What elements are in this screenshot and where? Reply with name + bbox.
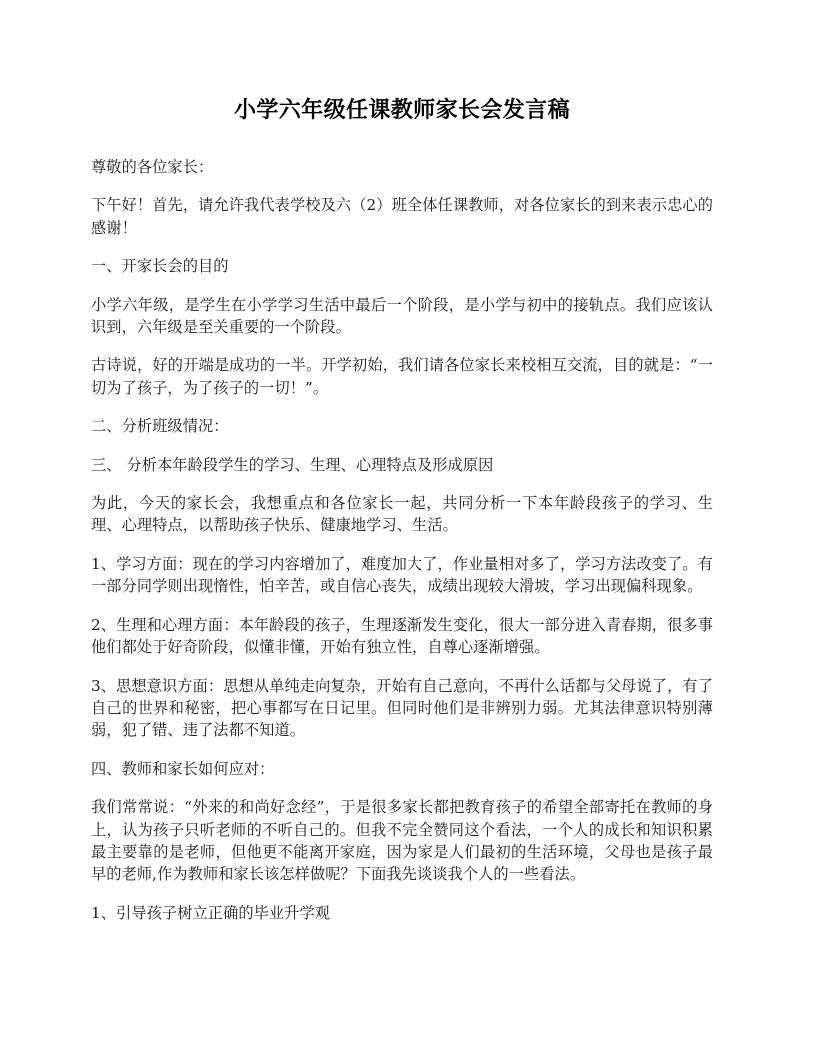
paragraph-point-2-physiology: 2、生理和心理方面：本年龄段的孩子，生理逐渐发生变化，很大一部分进入青春期，很多事他们都处于好奇阶段，似懂非懂，开始有独立性，自尊心逐渐增强。: [91, 615, 713, 657]
paragraph-salutation: 尊敬的各位家长：: [91, 158, 214, 176]
paragraph-greeting: 下午好！首先，请允许我代表学校及六（2）班全体任课教师，对各位家长的到来表示忠心的感谢！: [91, 196, 713, 237]
paragraph-point-1-study: 1、学习方面：现在的学习内容增加了，难度加大了，作业量相对多了，学习方法改变了。有一部分同学则出现惰性，怕辛苦，或自信心丧失，成绩出现较大滑坡，学习出现偏科现象。: [91, 554, 713, 596]
heading-section-four: 四、教师和家长如何应对：: [91, 759, 275, 778]
paragraph-point-3-ideology: 3、思想意识方面：思想从单纯走向复杂，开始有自己意向，不再什么话都与父母说了，有了自己的世界和秘密，把心事都写在日记里。但同时他们是非辨别力弱。尤其法律意识特别薄弱，犯了错、违了法都不知道。: [91, 676, 713, 740]
paragraph-section-one-body-2: 古诗说，好的开端是成功的一半。开学初始，我们请各位家长来校相互交流，目的就是：“一切为了孩子，为了孩子的一切！”。: [91, 356, 713, 397]
paragraph-subpoint-1: 1、引导孩子树立正确的毕业升学观: [91, 903, 331, 922]
heading-section-one: 一、开家长会的目的: [91, 257, 229, 276]
page-title: 小学六年级任课教师家长会发言稿: [233, 98, 570, 123]
paragraph-section-three-intro: 为此，今天的家长会，我想重点和各位家长一起，共同分析一下本年龄段孩子的学习、生理、心理特点，以帮助孩子快乐、健康地学习、生活。: [91, 494, 713, 535]
heading-section-three: 三、 分析本年龄段学生的学习、生理、心理特点及形成原因: [91, 455, 494, 474]
document-content-area: [91, 0, 713, 924]
paragraph-section-four-body: 我们常常说：“外来的和尚好念经”，于是很多家长都把教育孩子的希望全部寄托在教师的身上，认为孩子只听老师的不听自己的。但我不完全赞同这个看法，一个人的成长和知识积累最主要靠的是老师，但他更不能离开家庭，因为家是人们最初的生活环境，父母也是孩子最早的老师,作为教师和家长该怎样做呢？下面我先谈谈我个人的一些看法。: [91, 798, 713, 884]
paragraph-section-one-body-1: 小学六年级，是学生在小学学习生活中最后一个阶段，是小学与初中的接轨点。我们应该认识到，六年级是至关重要的一个阶段。: [91, 295, 713, 337]
heading-section-two: 二、分析班级情况：: [91, 417, 229, 436]
document-body: [91, 126, 713, 924]
